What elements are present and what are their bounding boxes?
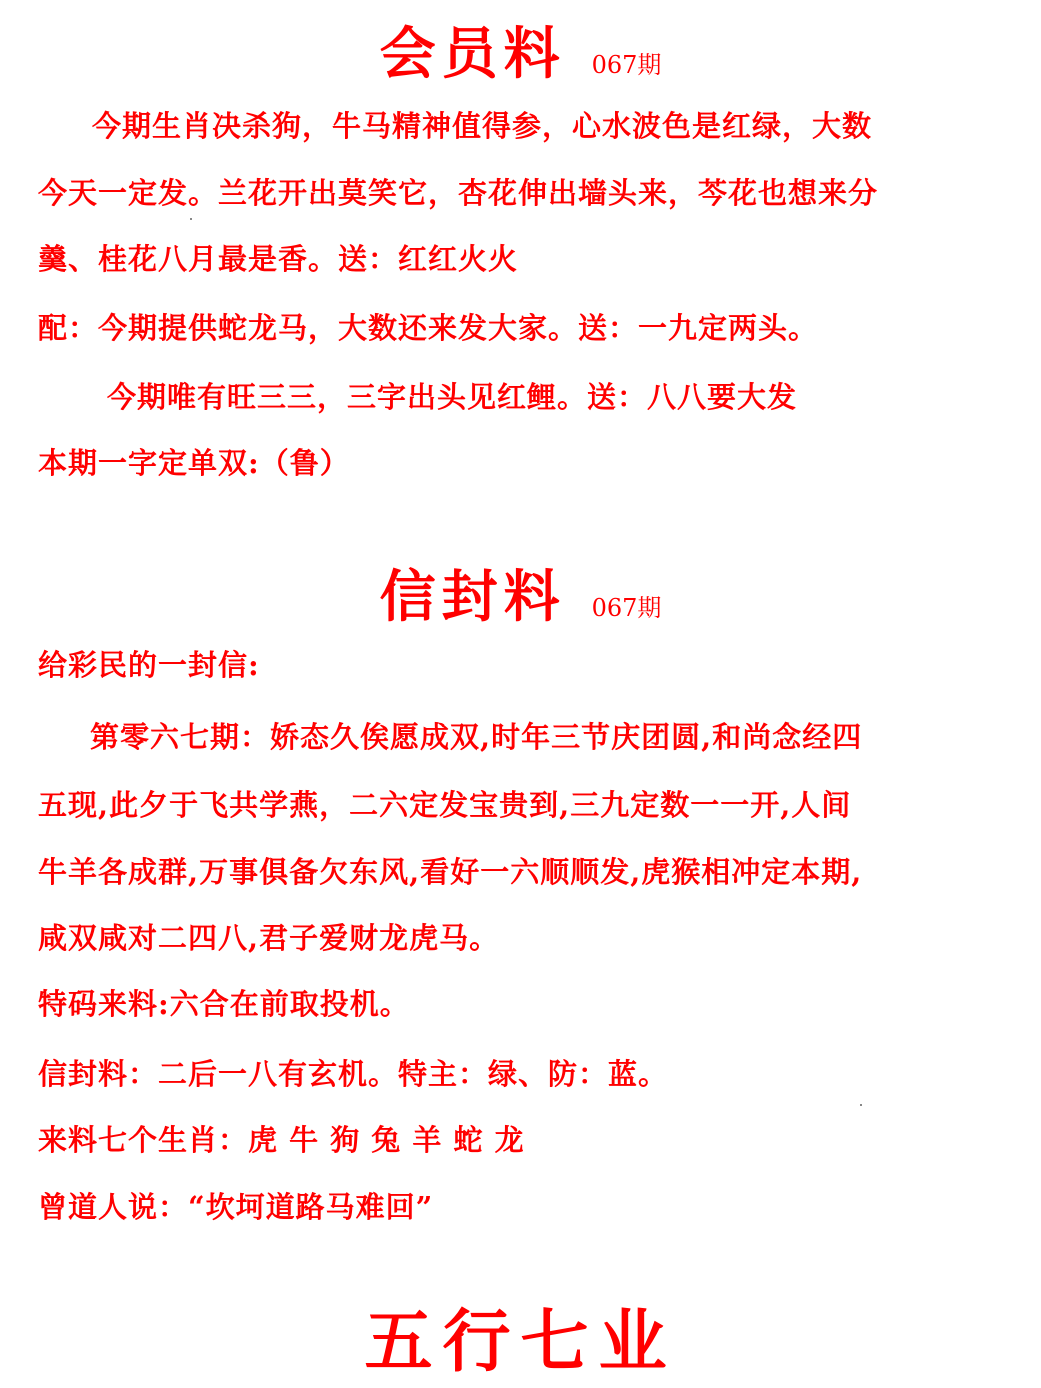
section1-issue: 067期 (591, 51, 662, 79)
section2-line-3: 五现,此夕于飞共学燕，二六定发宝贵到,三九定数一一开,人间 (38, 788, 852, 822)
section2-line-6: 特码来料:六合在前取投机。 (38, 987, 410, 1021)
section1-line-6: 本期一字定单双:（鲁） (38, 446, 350, 480)
section1-line-5: 今期唯有旺三三，三字出头见红鲤。送：八八要大发 (107, 380, 798, 414)
section1-line-1: 今期生肖决杀狗，牛马精神值得参，心水波色是红绿，大数 (92, 109, 873, 143)
section1-line-3: 羹、桂花八月最是香。送：红红火火 (38, 242, 519, 276)
section2-line-1: 给彩民的一封信: (38, 648, 260, 682)
section2-title: 信封料 (379, 564, 566, 630)
section2-line-4: 牛羊各成群,万事俱备欠东风,看好一六顺顺发,虎猴相冲定本期, (38, 855, 863, 889)
section3-title: 五行七业 (364, 1302, 677, 1382)
section2-heading (0, 553, 1041, 633)
scan-speck (190, 218, 192, 220)
section1-title: 会员料 (379, 21, 566, 87)
section2-line-8: 来料七个生肖：虎 牛 狗 兔 羊 蛇 龙 (38, 1123, 525, 1157)
section2-line-5: 咸双咸对二四八,君子爱财龙虎马。 (38, 921, 500, 955)
section1-line-4: 配：今期提供蛇龙马，大数还来发大家。送：一九定两头。 (38, 311, 819, 345)
section2-line-2: 第零六七期：娇态久俟愿成双,时年三节庆团圆,和尚念经四 (90, 720, 863, 754)
section2-issue: 067期 (591, 594, 662, 622)
scan-speck (860, 1104, 862, 1106)
section1-heading (0, 10, 1041, 90)
section1-line-2: 今天一定发。兰花开出莫笑它，杏花伸出墙头来，芩花也想来分 (38, 176, 879, 210)
section2-line-9: 曾道人说：“坎坷道路马难回” (38, 1190, 434, 1224)
section2-line-7: 信封料：二后一八有玄机。特主：绿、防：蓝。 (38, 1057, 669, 1091)
